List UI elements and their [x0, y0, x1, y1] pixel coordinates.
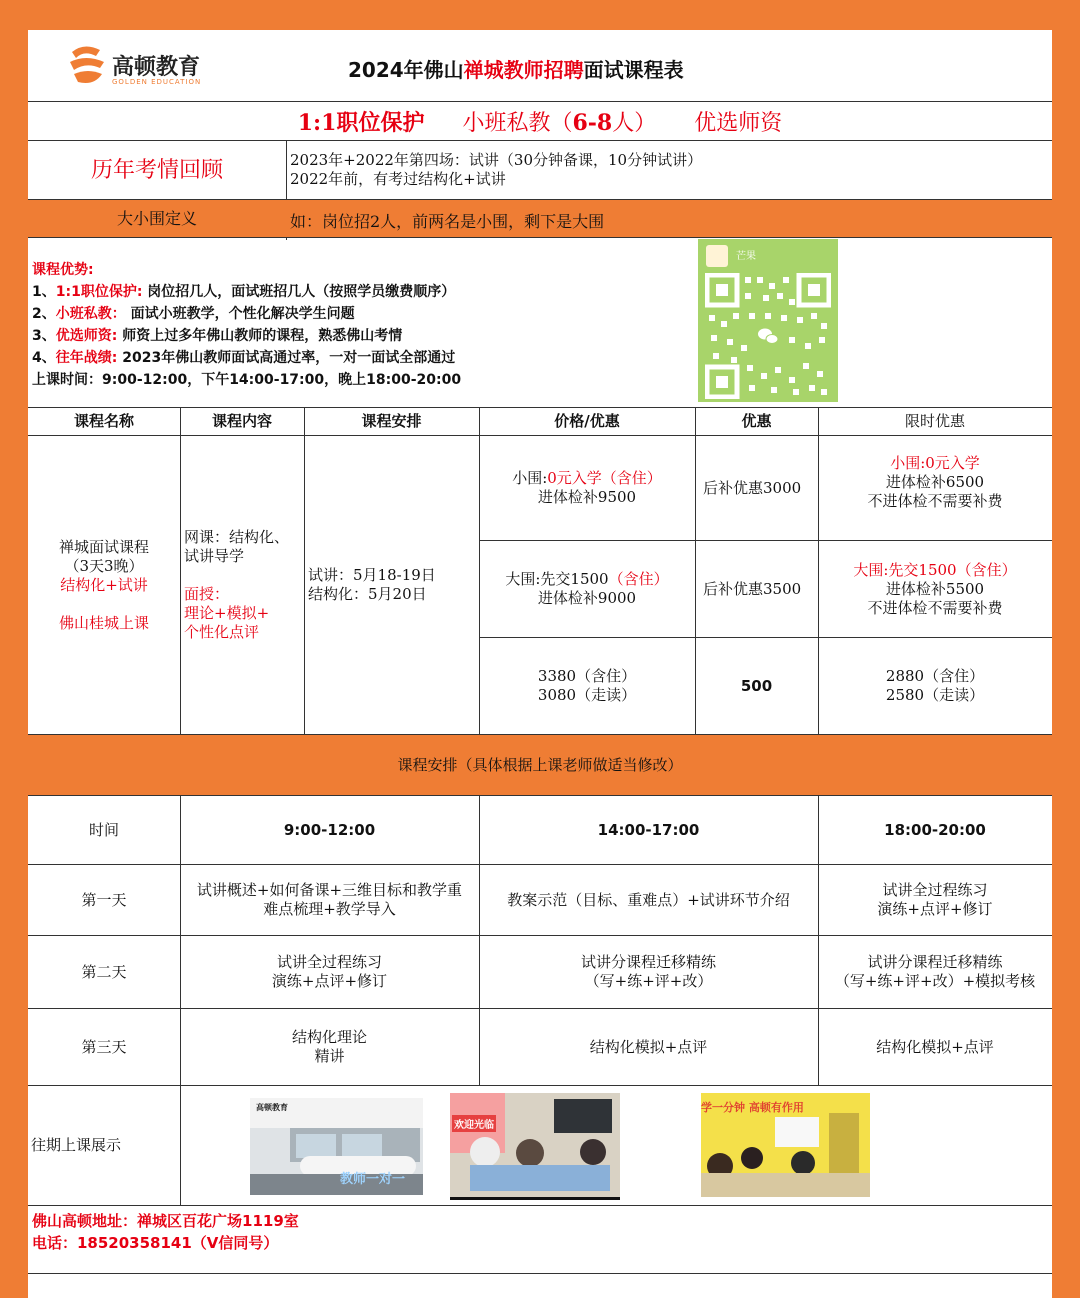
day-1-label: 第一天	[81, 890, 127, 909]
class-photo-1[interactable]	[250, 1098, 423, 1195]
slogan: 1:1职位保护 小班私教（6-8人） 优选师资	[28, 102, 1052, 140]
discount-standard-cell: 500	[740, 676, 773, 695]
advantage-item-1: 1、1:1职位保护: 岗位招几人，面试班招几人（按照学员缴费顺序）	[32, 284, 456, 300]
footer	[32, 1210, 299, 1254]
day-3-afternoon: 结构化模拟+点评	[589, 1037, 708, 1056]
day-1-afternoon: 教案示范（目标、重难点）+试讲环节介绍	[507, 890, 790, 909]
photo-logo: 高顿教育	[256, 1103, 288, 1112]
limited-small-cell: 小围:0元入学 进体检补6500 不进体检不需要补费	[867, 453, 1003, 510]
price-large-cell: 大围:先交1500（含住） 进体检补9000	[505, 570, 669, 607]
qr-name: 芒果	[736, 251, 756, 262]
photo-banner: 欢迎光临	[452, 1115, 496, 1132]
course-content-cell: 网课：结构化、 试讲导学 面授： 理论+模拟+ 个性化点评	[184, 528, 290, 641]
advantage-item-3: 3、优选师资: 师资上过多年佛山教师的课程，熟悉佛山考情	[32, 328, 403, 344]
time-label: 时间	[88, 820, 119, 839]
logo	[64, 40, 224, 90]
slot-afternoon: 14:00-17:00	[597, 820, 700, 839]
day-3-evening: 结构化模拟+点评	[876, 1037, 994, 1056]
course-sheet	[28, 30, 1052, 1298]
qr-pattern-icon	[705, 273, 831, 399]
limited-standard-cell: 2880（含住） 2580（走读）	[885, 667, 985, 704]
price-small-cell: 小围:0元入学（含住） 进体检补9500	[512, 469, 662, 506]
advantage-item-4: 4、往年战绩: 2023年佛山教师面试高通过率，一对一面试全部通过	[32, 350, 456, 366]
footer-address: 佛山高顿地址：禅城区百花广场1119室	[32, 1212, 299, 1230]
day-3-morning: 结构化理论 精讲	[291, 1028, 367, 1065]
header-course-schedule: 课程安排	[361, 412, 422, 430]
advantage-item-2: 2、小班私教： 面试小班教学，个性化解决学生问题	[32, 306, 355, 322]
avatar	[706, 245, 728, 267]
gallery-label: 往期上课展示	[31, 1136, 122, 1154]
wechat-qr-code[interactable]	[698, 239, 838, 402]
day-3-label: 第三天	[81, 1037, 127, 1056]
header-price: 价格/优惠	[554, 412, 620, 430]
header-limited-offer: 限时优惠	[904, 412, 965, 430]
day-1-morning: 试讲概述+如何备课+三维目标和教学重 难点梳理+教学导入	[196, 881, 463, 918]
limited-large-cell: 大围:先交1500（含住） 进体检补5500 不进体检不需要补费	[853, 560, 1017, 617]
definition-label: 大小围定义	[116, 209, 197, 228]
header-course-content: 课程内容	[211, 412, 272, 430]
history-text: 2023年+2022年第四场：试讲（30分钟备课，10分钟试讲） 2022年前，有考过结构化+试讲	[290, 151, 703, 188]
course-schedule-cell: 试讲：5月18-19日 结构化：5月20日	[308, 566, 436, 603]
slot-evening: 18:00-20:00	[884, 820, 986, 839]
discount-large-cell: 后补优惠3500	[703, 579, 802, 598]
photo-banner-3: 学一分钟 高顿有作用	[701, 1101, 804, 1114]
logo-icon	[64, 42, 110, 88]
page-title: 2024年佛山禅城教师招聘面试课程表	[348, 58, 684, 82]
class-photo-2[interactable]	[450, 1093, 620, 1200]
history-label: 历年考情回顾	[90, 157, 223, 183]
advantages: 课程优势: 1、1:1职位保护: 岗位招几人，面试班招几人（按照学员缴费顺序） 2、小班私教： 面试小班教学，个性化解决学生问题 3、优选师资: 师资上过多年佛山教师的课程，熟悉佛山考情 4、往年战绩: 2023年佛山教师面试高通过率，一对一面试全部通过 上课时间：9:00-12:00，下午14:00-17:00，晚上18:00-20:00	[32, 262, 462, 388]
slot-morning: 9:00-12:00	[283, 820, 376, 839]
day-2-afternoon: 试讲分课程迁移精练 （写+练+评+改）	[580, 953, 716, 990]
day-1-evening: 试讲全过程练习 演练+点评+修订	[877, 881, 993, 918]
day-2-evening: 试讲分课程迁移精练 （写+练+评+改）+模拟考核	[834, 953, 1036, 990]
logo-en: GOLDEN EDUCATION	[112, 78, 202, 86]
course-name-cell: 禅城面试课程 （3天3晚） 结构化+试讲 佛山桂城上课	[58, 537, 149, 632]
day-2-morning: 试讲全过程练习 演练+点评+修订	[271, 953, 388, 990]
definition-text: 如：岗位招2人，前两名是小围，剩下是大围	[290, 212, 605, 231]
header-discount: 优惠	[741, 412, 772, 430]
photo-caption: 教师一对一	[340, 1172, 406, 1187]
price-standard-cell: 3380（含住） 3080（走读）	[537, 667, 637, 704]
slogan-item2: 小班私教（6-8人）	[462, 109, 657, 136]
discount-small-cell: 后补优惠3000	[703, 478, 802, 497]
header-course-name: 课程名称	[73, 412, 134, 430]
day-2-label: 第二天	[81, 962, 127, 981]
schedule-banner-text: 课程安排（具体根据上课老师做适当修改）	[397, 755, 683, 774]
logo-cn: 高顿教育	[112, 55, 201, 80]
class-photo-3[interactable]	[701, 1093, 870, 1197]
footer-phone: 电话：18520358141（V信同号）	[32, 1234, 279, 1252]
